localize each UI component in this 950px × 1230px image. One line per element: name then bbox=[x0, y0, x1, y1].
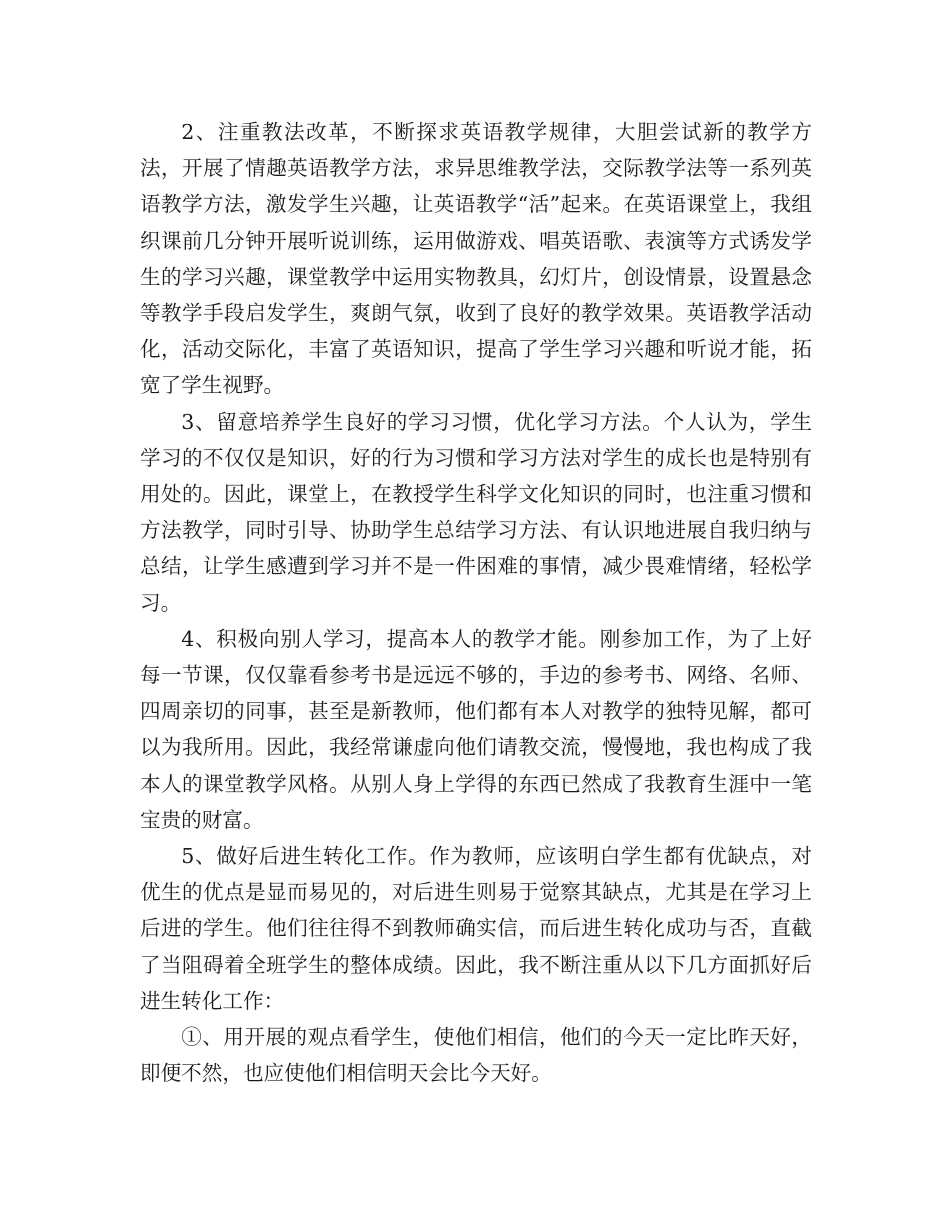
document-body bbox=[140, 114, 812, 1091]
paragraph-teaching-method-reform: 2、注重教法改革，不断探求英语教学规律，大胆尝试新的教学方法，开展了情趣英语教学方法，求异思维教学法，交际教学法等一系列英语教学方法，激发学生兴趣，让英语教学“活”起来。在英语课堂上，我组织课前几分钟开展听说训练，运用做游戏、唱英语歌、表演等方式诱发学生的学习兴趣，课堂教学中运用实物教具，幻灯片，创设情景，设置悬念等教学手段启发学生，爽朗气氛，收到了良好的教学效果。英语教学活动化，活动交际化，丰富了英语知识，提高了学生学习兴趣和听说才能，拓宽了学生视野。 bbox=[140, 120, 812, 398]
paragraph-study-habits: 3、留意培养学生良好的学习习惯，优化学习方法。个人认为，学生学习的不仅仅是知识，好的行为习惯和学习方法对学生的成长也是特别有用处的。因此，课堂上，在教授学生科学文化知识的同时，也注重习惯和方法教学，同时引导、协助学生总结学习方法、有认识地进展自我归纳与总结，让学生感遭到学习并不是一件困难的事情，减少畏难情绪，轻松学习。 bbox=[140, 409, 812, 615]
paragraph-learn-from-others: 4、积极向别人学习，提高本人的教学才能。刚参加工作，为了上好每一节课，仅仅靠看参考书是远远不够的，手边的参考书、网络、名师、四周亲切的同事，甚至是新教师，他们都有本人对教学的独特见解，都可以为我所用。因此，我经常谦虚向他们请教交流，慢慢地，我也构成了我本人的课堂教学风格。从别人身上学得的东西已然成了我教育生涯中一笔宝贵的财富。 bbox=[140, 626, 812, 832]
paragraph-developmental-view: ①、用开展的观点看学生，使他们相信，他们的今天一定比昨天好，即便不然，也应使他们相信明天会比今天好。 bbox=[140, 1025, 812, 1086]
paragraph-underachiever-transformation: 5、做好后进生转化工作。作为教师，应该明白学生都有优缺点，对优生的优点是显而易见的，对后进生则易于觉察其缺点，尤其是在学习上后进的学生。他们往往得不到教师确实信，而后进生转化成功与否，直截了当阻碍着全班学生的整体成绩。因此，我不断注重从以下几方面抓好后进生转化工作： bbox=[140, 844, 812, 1013]
